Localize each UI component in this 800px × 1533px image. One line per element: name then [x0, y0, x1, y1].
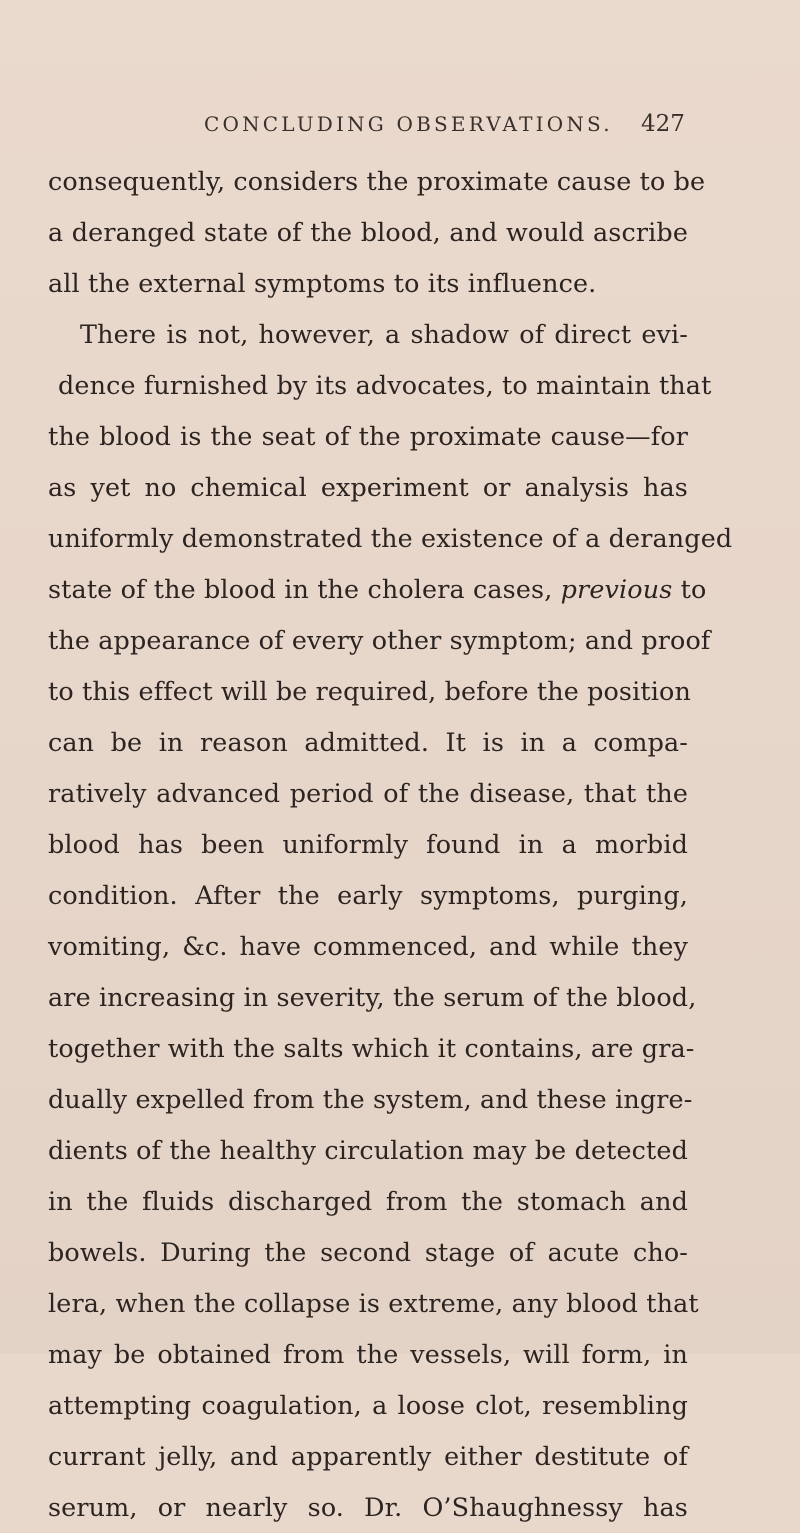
text-line: can be in reason admitted. It is in a compa- [48, 727, 688, 757]
text-line: dually expelled from the system, and these ingre- [48, 1084, 693, 1114]
text-segment: state of the blood in the cholera cases, [48, 574, 561, 604]
text-line: the appearance of every other symptom; and proof [48, 625, 711, 655]
text-line: uniformly demonstrated the existence of a deranged [48, 523, 733, 553]
text-line: to this effect will be required, before the position [48, 676, 691, 706]
text-line: serum, or nearly so. Dr. O’Shaughnessy has [48, 1492, 688, 1522]
text-line: all the external symptoms to its influence. [48, 268, 597, 298]
text-line: may be obtained from the vessels, will form, in [48, 1339, 688, 1369]
page-number: 427 [641, 111, 685, 137]
text-line: blood has been uniformly found in a morbid [48, 829, 688, 859]
text-line: attempting coagulation, a loose clot, resembling [48, 1390, 688, 1420]
text-line: dients of the healthy circulation may be detected [48, 1135, 688, 1165]
paragraph-start-line: There is not, however, a shadow of direct evi- [80, 319, 688, 349]
text-line: a deranged state of the blood, and would ascribe [48, 217, 688, 247]
text-line: consequently, considers the proximate cause to be [48, 166, 706, 196]
text-line: the blood is the seat of the proximate cause—for [48, 421, 688, 451]
text-line: vomiting, &c. have commenced, and while they [48, 931, 688, 961]
text-line: bowels. During the second stage of acute cho- [48, 1237, 688, 1267]
text-line: ratively advanced period of the disease, that the [48, 778, 688, 808]
text-line: as yet no chemical experiment or analysis has [48, 472, 688, 502]
text-line [48, 564, 707, 615]
text-line: lera, when the collapse is extreme, any blood that [48, 1288, 699, 1318]
running-head [0, 104, 800, 144]
running-title: CONCLUDING OBSERVATIONS. [204, 112, 613, 136]
italic-word: previous [560, 574, 673, 604]
text-line: together with the salts which it contains, are gra- [48, 1033, 695, 1063]
text-line: condition. After the early symptoms, purging, [48, 880, 688, 910]
text-line: currant jelly, and apparently either destitute of [48, 1441, 688, 1471]
text-line: are increasing in severity, the serum of the blood, [48, 982, 697, 1012]
text-line: in the fluids discharged from the stomach and [48, 1186, 688, 1216]
text-segment: to [672, 574, 707, 604]
text-line: dence furnished by its advocates, to maintain that [58, 370, 712, 400]
